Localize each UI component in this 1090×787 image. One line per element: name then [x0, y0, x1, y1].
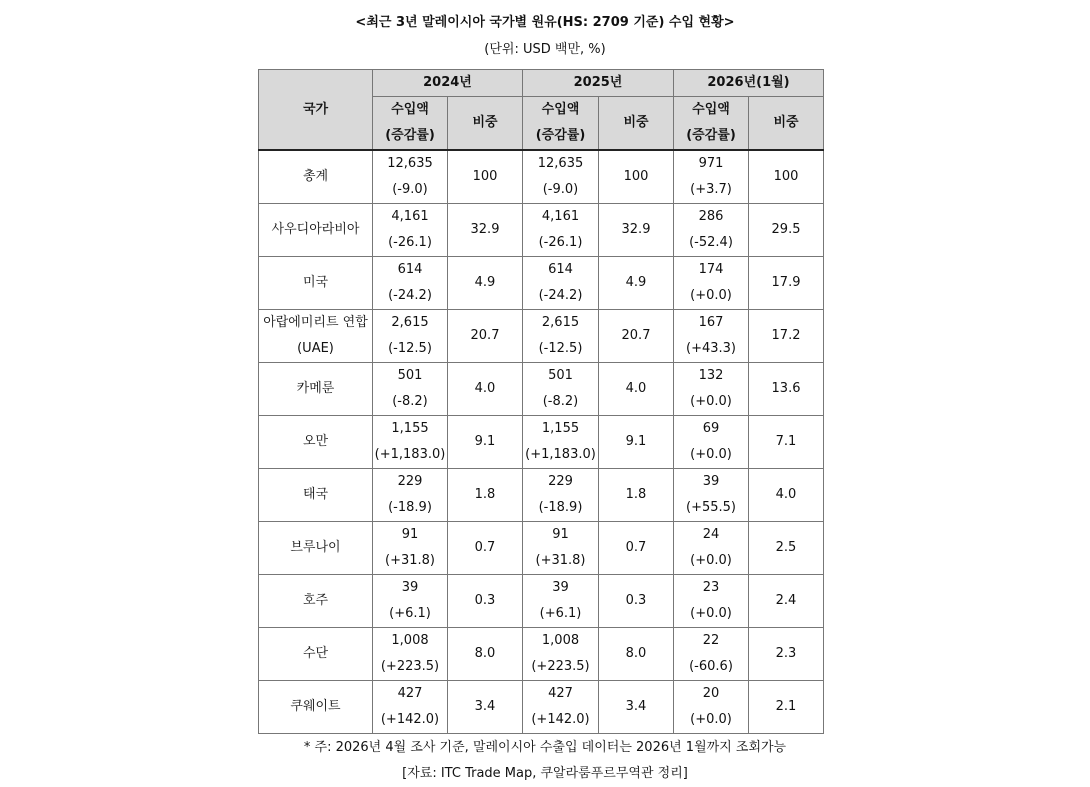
table-row [259, 204, 824, 257]
amount-cell: 614 (-24.2) [523, 257, 599, 310]
unit-label: (단위: USD 백만, %) [484, 42, 606, 57]
amount-cell: 614 (-24.2) [373, 257, 448, 310]
amount-cell: 1,008 (+223.5) [523, 628, 599, 681]
table-row [259, 257, 824, 310]
country-cell: 오만 [259, 416, 373, 469]
share-cell: 4.9 [599, 257, 674, 310]
share-cell: 0.3 [448, 575, 523, 628]
share-cell: 20.7 [599, 310, 674, 363]
share-cell: 4.0 [448, 363, 523, 416]
share-cell: 8.0 [599, 628, 674, 681]
share-cell: 1.8 [599, 469, 674, 522]
country-cell: 호주 [259, 575, 373, 628]
country-cell: 사우디아라비아 [259, 204, 373, 257]
amount-cell: 1,155 (+1,183.0) [373, 416, 448, 469]
table-row [259, 681, 824, 734]
amount-cell: 39 (+6.1) [523, 575, 599, 628]
amount-cell: 1,155 (+1,183.0) [523, 416, 599, 469]
share-cell: 17.2 [749, 310, 824, 363]
amount-cell: 229 (-18.9) [523, 469, 599, 522]
header-share: 비중 [599, 97, 674, 151]
share-cell: 2.5 [749, 522, 824, 575]
header-amount: 수입액 (증감률) [373, 97, 448, 151]
share-cell: 100 [448, 150, 523, 204]
country-cell: 쿠웨이트 [259, 681, 373, 734]
country-cell: 카메룬 [259, 363, 373, 416]
share-cell: 4.0 [599, 363, 674, 416]
amount-cell: 39 (+6.1) [373, 575, 448, 628]
table-row [259, 363, 824, 416]
table-row [259, 416, 824, 469]
table-row [259, 150, 824, 204]
header-year-2025: 2025년 [523, 70, 674, 97]
amount-cell: 501 (-8.2) [523, 363, 599, 416]
share-cell: 0.7 [448, 522, 523, 575]
country-cell: 아랍에미리트 연합 (UAE) [259, 310, 373, 363]
amount-cell: 132 (+0.0) [674, 363, 749, 416]
amount-cell: 2,615 (-12.5) [373, 310, 448, 363]
share-cell: 9.1 [448, 416, 523, 469]
header-year-2026: 2026년(1월) [674, 70, 824, 97]
amount-cell: 20 (+0.0) [674, 681, 749, 734]
amount-cell: 971 (+3.7) [674, 150, 749, 204]
table-body [259, 150, 824, 734]
share-cell: 20.7 [448, 310, 523, 363]
amount-cell: 24 (+0.0) [674, 522, 749, 575]
footnote: * 주: 2026년 4월 조사 기준, 말레이시아 수출입 데이터는 2026년 1월까지 조회가능 [303, 740, 787, 755]
share-cell: 32.9 [599, 204, 674, 257]
share-cell: 2.3 [749, 628, 824, 681]
share-cell: 4.0 [749, 469, 824, 522]
share-cell: 32.9 [448, 204, 523, 257]
share-cell: 3.4 [448, 681, 523, 734]
country-cell: 미국 [259, 257, 373, 310]
country-cell: 수단 [259, 628, 373, 681]
import-table [258, 69, 824, 734]
share-cell: 13.6 [749, 363, 824, 416]
header-country: 국가 [259, 70, 373, 151]
amount-cell: 69 (+0.0) [674, 416, 749, 469]
header-share: 비중 [749, 97, 824, 151]
amount-cell: 427 (+142.0) [523, 681, 599, 734]
header-amount: 수입액 (증감률) [523, 97, 599, 151]
amount-cell: 2,615 (-12.5) [523, 310, 599, 363]
share-cell: 0.7 [599, 522, 674, 575]
table-row [259, 522, 824, 575]
share-cell: 8.0 [448, 628, 523, 681]
table-row [259, 310, 824, 363]
share-cell: 17.9 [749, 257, 824, 310]
amount-cell: 167 (+43.3) [674, 310, 749, 363]
amount-cell: 1,008 (+223.5) [373, 628, 448, 681]
share-cell: 3.4 [599, 681, 674, 734]
share-cell: 7.1 [749, 416, 824, 469]
amount-cell: 23 (+0.0) [674, 575, 749, 628]
amount-cell: 427 (+142.0) [373, 681, 448, 734]
country-cell: 브루나이 [259, 522, 373, 575]
amount-cell: 4,161 (-26.1) [373, 204, 448, 257]
table-title: <최근 3년 말레이시아 국가별 원유(HS: 2709 기준) 수입 현황> [355, 15, 735, 30]
header-amount: 수입액 (증감률) [674, 97, 749, 151]
share-cell: 4.9 [448, 257, 523, 310]
share-cell: 1.8 [448, 469, 523, 522]
share-cell: 100 [749, 150, 824, 204]
table-row [259, 469, 824, 522]
amount-cell: 39 (+55.5) [674, 469, 749, 522]
table-row [259, 575, 824, 628]
source-note: [자료: ITC Trade Map, 쿠알라룸푸르무역관 정리] [402, 766, 688, 781]
share-cell: 9.1 [599, 416, 674, 469]
amount-cell: 174 (+0.0) [674, 257, 749, 310]
country-cell: 총계 [259, 150, 373, 204]
amount-cell: 229 (-18.9) [373, 469, 448, 522]
amount-cell: 4,161 (-26.1) [523, 204, 599, 257]
amount-cell: 286 (-52.4) [674, 204, 749, 257]
share-cell: 100 [599, 150, 674, 204]
amount-cell: 91 (+31.8) [523, 522, 599, 575]
amount-cell: 12,635 (-9.0) [373, 150, 448, 204]
amount-cell: 12,635 (-9.0) [523, 150, 599, 204]
share-cell: 2.1 [749, 681, 824, 734]
amount-cell: 22 (-60.6) [674, 628, 749, 681]
table-row [259, 628, 824, 681]
header-share: 비중 [448, 97, 523, 151]
share-cell: 2.4 [749, 575, 824, 628]
header-year-2024: 2024년 [373, 70, 523, 97]
country-cell: 태국 [259, 469, 373, 522]
amount-cell: 91 (+31.8) [373, 522, 448, 575]
amount-cell: 501 (-8.2) [373, 363, 448, 416]
share-cell: 0.3 [599, 575, 674, 628]
share-cell: 29.5 [749, 204, 824, 257]
